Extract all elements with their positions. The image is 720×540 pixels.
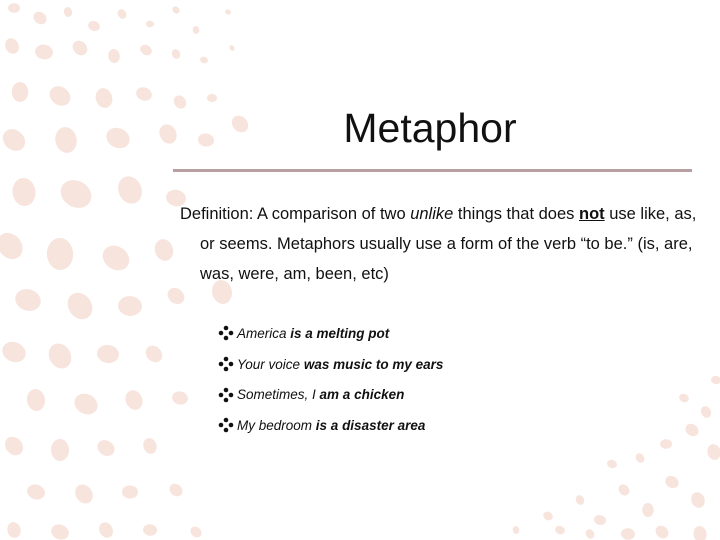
decorative-dot <box>171 5 181 15</box>
decorative-dot <box>142 523 157 536</box>
decorative-dot <box>554 524 566 535</box>
slide-title: Metaphor <box>343 105 517 151</box>
decorative-dot <box>699 404 713 419</box>
decorative-dot <box>663 473 681 490</box>
decorative-dot <box>660 439 672 449</box>
decorative-dot <box>620 528 635 540</box>
decorative-dot <box>1 433 26 459</box>
decorative-dot <box>134 85 154 103</box>
example-subject: My bedroom <box>237 417 313 433</box>
decorative-dot <box>152 237 176 263</box>
decorative-dot <box>142 342 165 365</box>
decorative-dot <box>94 437 117 459</box>
decorative-dot <box>96 344 120 365</box>
list-item <box>218 349 443 380</box>
examples-list <box>218 318 443 441</box>
decorative-dot <box>692 525 708 540</box>
decorative-dot <box>512 526 520 535</box>
diamond-dots-icon <box>218 325 234 341</box>
decorative-dot <box>207 94 218 103</box>
decorative-dot <box>606 459 618 470</box>
decorative-dot <box>616 482 631 498</box>
example-predicate: is a disaster area <box>315 417 426 433</box>
decorative-dot <box>574 494 586 507</box>
list-item <box>218 379 443 410</box>
decorative-dot <box>192 25 200 34</box>
decorative-dot <box>683 421 701 439</box>
decorative-dot <box>63 288 98 324</box>
decorative-dot <box>167 481 185 499</box>
decorative-dot <box>11 177 37 208</box>
definition-part-1: Definition: A comparison of two <box>180 205 411 223</box>
decorative-dot <box>542 510 555 522</box>
decorative-dot <box>44 339 75 372</box>
decorative-dot <box>0 338 29 366</box>
example-predicate: is a melting pot <box>290 325 390 341</box>
diamond-dots-icon <box>218 356 234 372</box>
decorative-dot <box>593 514 607 526</box>
decorative-dot <box>122 388 145 413</box>
decorative-dot <box>122 485 138 499</box>
decorative-dot <box>103 124 133 152</box>
decorative-dot <box>584 528 596 540</box>
decorative-dot <box>706 443 720 462</box>
definition-part-2: things that does <box>453 205 579 223</box>
decorative-dot <box>170 48 181 60</box>
decorative-dot <box>678 392 691 404</box>
definition-emphasis-not: not <box>579 205 605 223</box>
decorative-dot <box>156 121 180 146</box>
definition-part-3: use like, as, or seems. Metaphors usually use a form of the verb “to be.” (is, are, was, were, am, been, etc) <box>200 205 697 283</box>
decorative-dot <box>31 9 49 27</box>
decorative-dot <box>0 228 28 264</box>
decorative-dot <box>93 86 115 110</box>
decorative-dot <box>146 20 155 27</box>
decorative-dot <box>72 481 97 507</box>
title-divider <box>173 169 692 172</box>
decorative-dot <box>98 241 134 276</box>
decorative-dot <box>224 8 232 15</box>
list-item <box>218 410 443 441</box>
decorative-dot <box>63 6 74 18</box>
decorative-dot <box>689 490 707 510</box>
decorative-dot <box>96 520 115 540</box>
decorative-dot <box>188 524 203 539</box>
example-subject: Sometimes, I <box>237 387 316 403</box>
decorative-dot <box>653 523 671 540</box>
decorative-dot <box>171 93 188 111</box>
decorative-dot <box>228 44 236 52</box>
decorative-dot <box>3 36 22 56</box>
example-subject: America <box>237 325 287 341</box>
example-predicate: was music to my ears <box>303 356 444 372</box>
decorative-dot <box>108 48 121 63</box>
example-subject: Your voice <box>237 356 301 372</box>
decorative-dot <box>12 286 44 315</box>
decorative-dot <box>6 521 23 540</box>
diamond-dots-icon <box>218 417 234 433</box>
decorative-dot <box>50 439 69 462</box>
decorative-dot <box>25 482 47 502</box>
example-predicate: am a chicken <box>319 387 405 403</box>
list-item <box>218 318 443 349</box>
decorative-dot <box>53 125 79 155</box>
diamond-dots-icon <box>218 387 234 403</box>
decorative-dot <box>138 43 153 58</box>
decorative-dot <box>642 503 654 518</box>
decorative-dot <box>0 125 30 156</box>
decorative-dot <box>141 436 159 455</box>
decorative-dot <box>8 3 20 13</box>
decorative-dot <box>228 112 251 135</box>
decorative-dot <box>12 82 29 102</box>
decorative-dot <box>118 296 143 317</box>
decorative-dot <box>71 390 102 419</box>
decorative-dot <box>46 82 74 110</box>
decorative-dot <box>171 390 190 406</box>
decorative-dot <box>87 19 102 32</box>
decorative-dot <box>70 38 91 59</box>
decorative-dot <box>634 452 647 465</box>
decorative-dot <box>34 43 54 61</box>
decorative-dot <box>197 132 215 147</box>
decorative-dot <box>114 173 146 208</box>
decorative-dot <box>49 522 71 540</box>
definition-text <box>180 199 700 289</box>
decorative-dot <box>199 56 208 64</box>
decorative-dot <box>56 175 97 214</box>
decorative-dot <box>116 8 128 21</box>
decorative-dot <box>710 375 720 385</box>
decorative-dot <box>26 388 47 412</box>
decorative-dot <box>46 238 73 271</box>
definition-emphasis-unlike: unlike <box>410 205 454 223</box>
